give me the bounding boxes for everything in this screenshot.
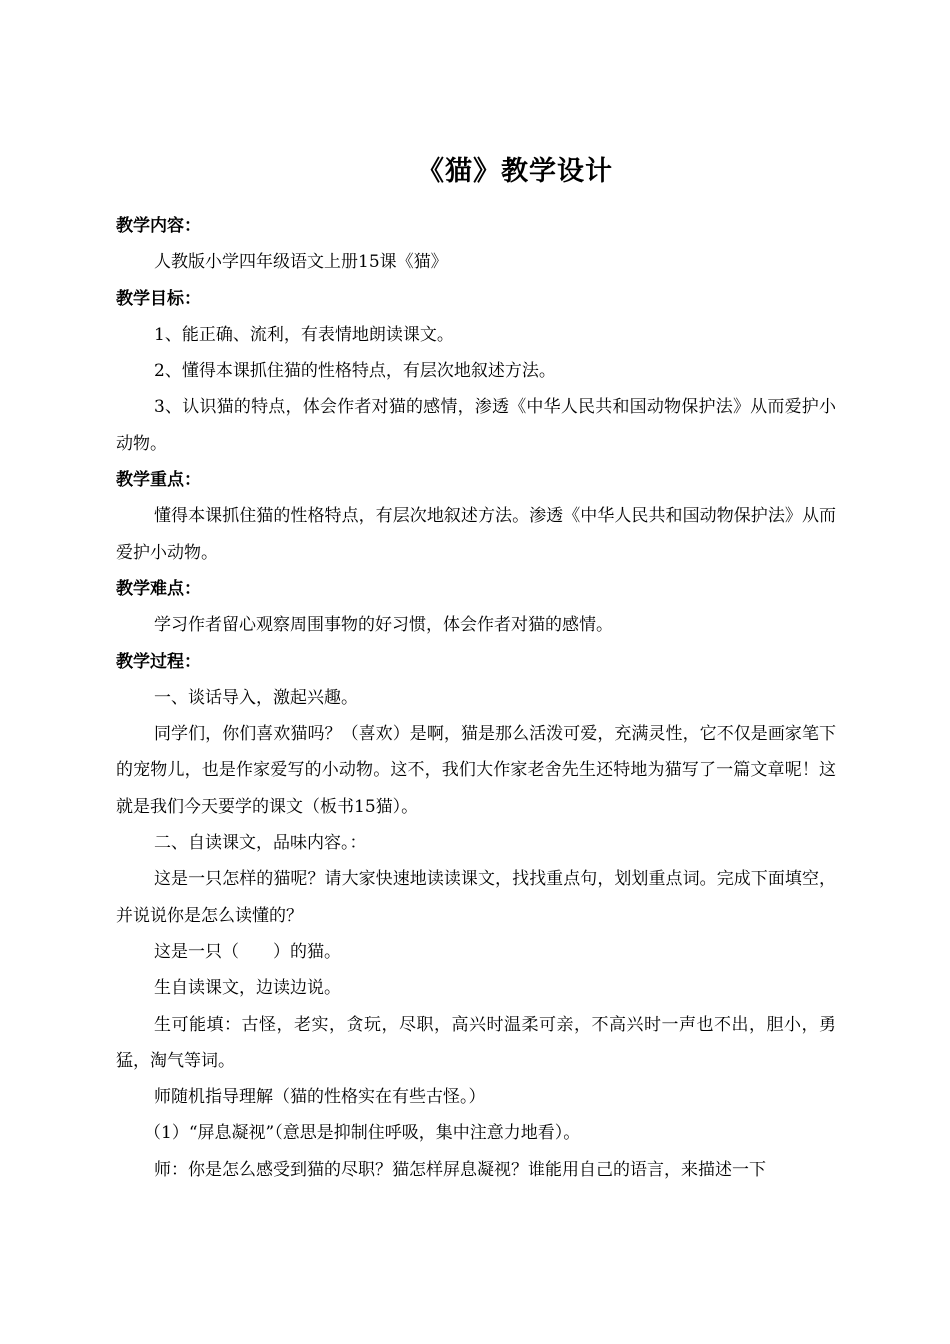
- body-paragraph: 学习作者留心观察周围事物的好习惯，体会作者对猫的感情。: [154, 615, 613, 636]
- heading-teaching-content: 教学内容：: [116, 216, 201, 236]
- body-paragraph: 这是一只怎样的猫呢？请大家快速地读读课文，找找重点句，划划重点词。完成下面填空，并说说你是怎么读懂的？: [116, 869, 836, 926]
- document-title: 《猫》教学设计: [417, 156, 613, 187]
- body-paragraph: 懂得本课抓住猫的性格特点，有层次地叙述方法。渗透《中华人民共和国动物保护法》从而爱护小动物。: [116, 506, 836, 563]
- heading-key-points: 教学重点：: [116, 470, 201, 491]
- body-paragraph: 师：你是怎么感受到猫的尽职？猫怎样屏息凝视？谁能用自己的语言，来描述一下: [154, 1159, 766, 1180]
- heading-difficulties: 教学难点：: [116, 578, 201, 599]
- body-paragraph: 师随机指导理解（猫的性格实在有些古怪。）: [154, 1087, 486, 1108]
- section-step: 一、谈话导入，激起兴趣。: [154, 687, 358, 708]
- goal-item: 2、懂得本课抓住猫的性格特点，有层次地叙述方法。: [154, 361, 556, 382]
- goal-item: 1、能正确、流利，有表情地朗读课文。: [154, 324, 454, 345]
- heading-teaching-process: 教学过程：: [116, 651, 201, 672]
- body-paragraph: （1）“屏息凝视”（意思是抑制住呼吸，集中注意力地看）。: [144, 1123, 581, 1144]
- heading-teaching-goals: 教学目标：: [116, 288, 201, 309]
- goal-item: 3、认识猫的特点，体会作者对猫的感情，渗透《中华人民共和国动物保护法》从而爱护小动物。: [116, 397, 836, 454]
- document-body: [116, 208, 836, 1188]
- body-paragraph: 人教版小学四年级语文上册15课《猫》: [154, 252, 448, 273]
- body-paragraph: 同学们，你们喜欢猫吗？（喜欢）是啊，猫是那么活泼可爱，充满灵性，它不仅是画家笔下的宠物儿，也是作家爱写的小动物。这不，我们大作家老舍先生还特地为猫写了一篇文章呢！这就是我们今天要学的课文（板书15猫）。: [116, 724, 836, 817]
- section-step: 二、自读课文，品味内容。：: [154, 833, 367, 854]
- body-paragraph: 这是一只（ ）的猫。: [154, 941, 341, 962]
- body-paragraph: 生可能填：古怪，老实，贪玩，尽职，高兴时温柔可亲，不高兴时一声也不出，胆小，勇猛，淘气等词。: [116, 1014, 836, 1071]
- body-paragraph: 生自读课文，边读边说。: [154, 978, 341, 999]
